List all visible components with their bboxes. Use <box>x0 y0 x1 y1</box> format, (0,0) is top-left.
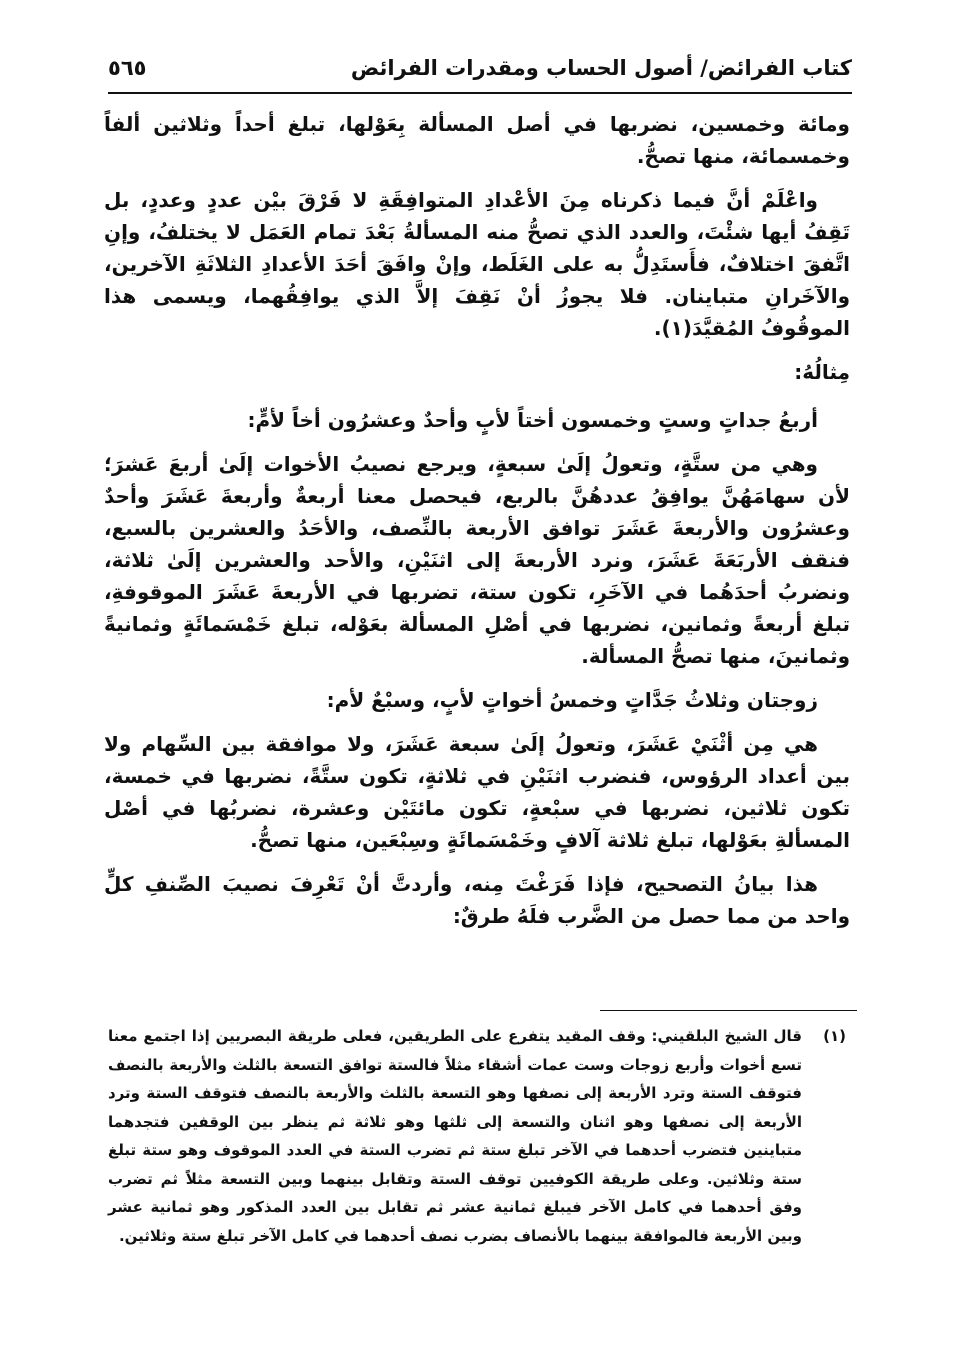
paragraph-3: أربعُ جداتٍ وستٍ وخمسون أختاً لأبٍ وأحدٌ وعشرُون أخاً لأمٍّ: <box>247 408 818 432</box>
footnote-rule <box>600 1010 857 1011</box>
paragraph-7: هذا بيانُ التصحيح، فإذا فَرَغْتَ مِنه، وأردتَّ أنْ تَعْرِفَ نصيبَ الصِّنفِ كلٍّ واحد من مما حصل من الضَّرب فلَهُ طرقٌ: <box>104 872 850 928</box>
paragraph-1: ومائة وخمسين، نضربها في أصل المسألة بِعَوْلها، تبلغ أحداً وثلاثين ألفاً وخمسمائة، منها تصحُّ. <box>104 112 850 168</box>
main-text <box>104 108 850 944</box>
paragraph-2: واعْلَمْ أنَّ فيما ذكرناه مِنَ الأعْدادِ المتوافِقَةِ لا فَرْقَ بيْن عددٍ وعددٍ، بل تَقِفُ أيها شئْتَ، والعدد الذي تصحُّ منه المسألةُ بَعْدَ تمام العَمَل لا يختلفُ، وإنِ اتَّفقَ اختلافٌ، فأَستَدِلُّ به على الغَلَط، وإنْ وافَقَ أحَدَ الأعدادِ الثلاثَةِ الآخرين، والآخَرانِ متباينان. فلا يجوزُ أنْ نَقِفَ إلاَّ الذي يوافِقُهما، ويسمى هذا الموقُوفُ المُقيَّدَ(١). <box>104 188 850 340</box>
running-header <box>108 50 852 90</box>
page-number: ٥٦٥ <box>108 56 147 80</box>
example-heading: مِثالُهُ: <box>794 360 850 384</box>
header-title: كتاب الفرائض/ أصول الحساب ومقدرات الفرائض <box>350 56 852 80</box>
header-rule <box>108 92 852 94</box>
paragraph-6: هي مِن أثْنَيْ عَشَرَ، وتعولُ إلَىٰ سبعة عَشَرَ، ولا موافقة بين السِّهام ولا بين أعداد الرؤوس، فنضرب اثنَيْنِ في ثلاثةٍ، تكون ستَّةً، نضربها في خمسة، تكون ثلاثين، نضربها في سبْعةٍ، تكون مائتَيْن وعشرة، نضربُها في أصْل المسألةِ بعَوْلها، تبلغ ثلاثة آلافٍ وخَمْسَمائَةٍ وسِبْعَين، منها تصحُّ. <box>104 732 850 852</box>
footnote <box>108 1022 846 1250</box>
paragraph-4: وهي من ستَّةٍ، وتعولُ إلَىٰ سبعةٍ، ويرجع نصيبُ الأخوات إلَىٰ أربعَ عَشرَ؛ لأن سهامَهُنَّ يوافِقُ عددهُنَّ بالربع، فيحصل معنا أربعةٌ وأربعةَ عَشَرَ وأحدٌ وعشرُون والأربعةَ عَشَرَ توافق الأربعة بالنِّصف، والأحَدُ والعشرين بالسبع، فنقف الأربَعَةَ عَشَرَ، ونرد الأربعةَ إلى اثنَيْنِ، والأحد والعشرين إلَىٰ ثلاثة، ونضربُ أحدَهُما في الآخَرِ، تكون ستة، تضربها في الأربعةَ عَشَرَ الموقوفةِ، تبلغ أربعةً وثمانين، نضربها في أصْلِ المسألة بعَوْله، تبلغ خَمْسَمائَةٍ وثمانيةً وثمانينَ، منها تصحُّ المسألة. <box>104 452 850 668</box>
footnote-number: (١) <box>823 1027 846 1045</box>
paragraph-5: زوجتان وثلاثُ جَدَّاتٍ وخمسُ أخواتٍ لأبٍ، وسبْعٌ لأم: <box>326 688 818 712</box>
footnote-text: قال الشيخ البلقيني: وقف المقيد يتفرع على الطريقين، فعلى طريقة البصريين إذا اجتمع معنا تسع أخوات وأربع زوجات وست عمات أشقاء مثلاً فالستة توافق التسعة بالثلث والأربعة بالنصف فتوقف الستة وترد الأربعة إلى نصفها وهو التسعة بالثلث والأربعة بالنصف فتوقف الستة وترد الأربعة إلى نصفها وهو اثنان والتسعة إلى ثلثها وهو ثلاثة ثم ينظر بين الوقفين فتجدهما متباينين فتضرب أحدهما في الآخر تبلغ ستة ثم تضرب الستة في العدد الموقوف وهو ستة تبلغ ستة وثلاثين. وعلى طريقة الكوفيين توقف الستة وتقابل بينهما وبين التسعة مثلاً ثم تضرب وفق أحدهما في كامل الآخر فيبلغ ثمانية عشر ثم تقابل بين العدد المذكور وهو ثمانية عشر وبين الأربعة فالموافقة بينهما بالأنصاف بضرب نصف أحدهما في كامل الآخر تبلغ ستة وثلاثين. <box>108 1027 802 1245</box>
